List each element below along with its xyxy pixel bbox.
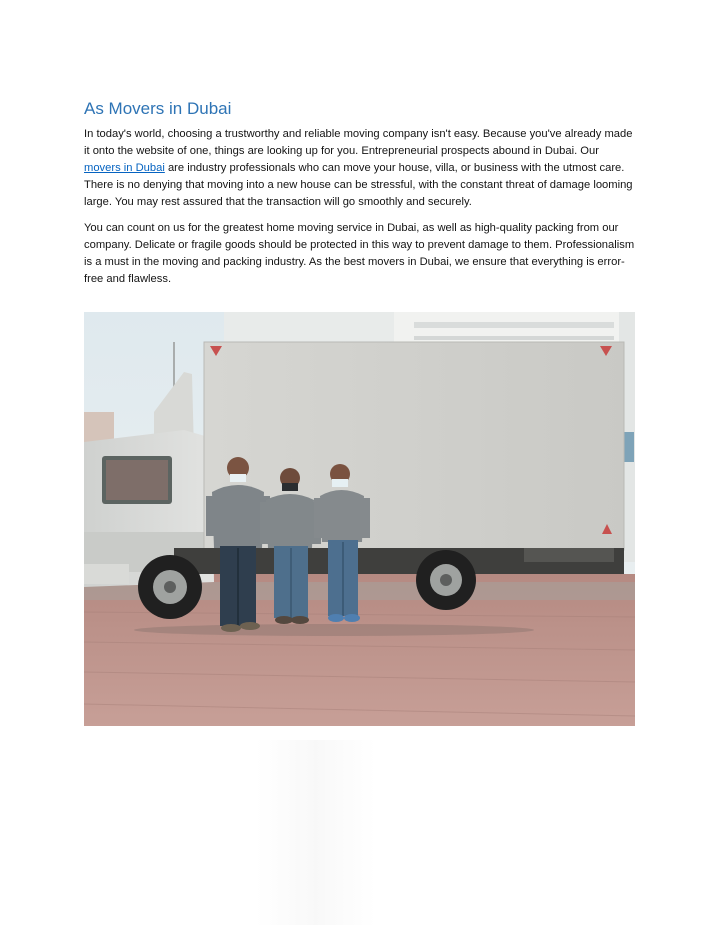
movers-truck-photo [84,312,635,726]
movers-in-dubai-link[interactable]: movers in Dubai [84,162,165,174]
watermark [256,740,376,925]
article [84,98,636,297]
paragraph-services: You can count on us for the greatest home moving service in Dubai, as well as high-quality packing from our company. Delicate or fragile goods should be protected in this way to prevent damage to them. Professionalism is a must in the moving and packing industry. As the best movers in Dubai, we ensure that everything is error-free and flawless. [84,222,635,285]
paragraph-intro-text-after: are industry professionals who can move your house, villa, or business with the utmost care. There is no denying that moving into a new house can be stressful, with the constant threat of damage looming large. You may rest assured that the transaction will go smoothly and securely. [84,162,633,208]
paragraph-intro [84,126,636,211]
page-title: As Movers in Dubai [84,99,232,118]
paragraph-intro-text-before: In today's world, choosing a trustworthy and reliable moving company isn't easy. Because you've already made it onto the website of one, things are looking up for you. Entrepreneurial prospects abound in Dubai. Our [84,128,633,157]
